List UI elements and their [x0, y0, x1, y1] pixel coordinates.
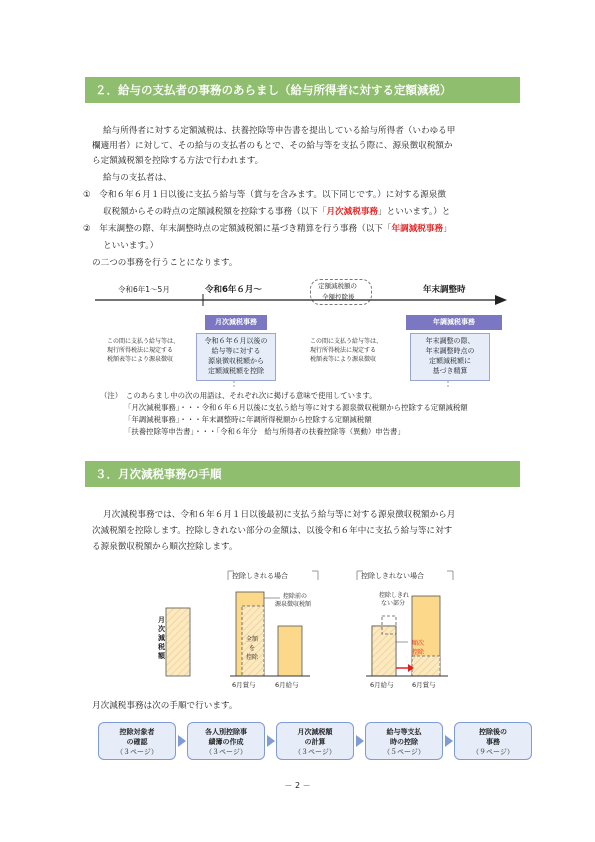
timeline-arrow	[95, 290, 515, 310]
step-4	[365, 722, 443, 760]
full-amount-line2: を	[249, 645, 256, 652]
salary-deducted-area	[372, 626, 396, 676]
confirm-label-line2: 全額控除後	[322, 293, 355, 301]
step-5-page: （９ページ）	[472, 748, 514, 756]
step-1-page: （３ページ）	[116, 748, 158, 756]
bonus-label-right: 6月賞与	[412, 681, 436, 689]
sequential-deduction-area	[412, 656, 440, 676]
section-2-para2: 給与の支払者は、	[103, 173, 172, 183]
monthly-desc-line4: 定額減税額を控除	[208, 367, 264, 375]
section-2-para-line1: 給与所得者に対する定額減税は、扶養控除等申告書を提出している給与所得者（いわゆる甲	[103, 126, 456, 136]
monthly-reduction-label: 月次減税額	[158, 616, 165, 660]
before-deduction-line1: 控除前の	[283, 593, 308, 600]
salary-label-left: 6月給与	[275, 681, 299, 689]
deduction-diagram	[150, 568, 480, 690]
note-line1: （注） このあらまし中の次の用語は、それぞれ次に掲げる意味で使用しています。	[100, 391, 377, 400]
yearend-desc-line2: 年末調整時点の	[425, 347, 475, 355]
monthly-tax-work-term: 月次減税事務	[326, 207, 379, 217]
mid-note-line1: この間に支払う給与等は、	[310, 338, 383, 345]
step-3-title-line2: の計算	[304, 738, 326, 746]
yearend-desc-line4: 基づき精算	[432, 367, 468, 375]
salary-label-right: 6月給与	[370, 681, 394, 689]
step-2-title-line2: 績簿の作成	[208, 738, 244, 746]
step-4-page: （５ページ）	[383, 748, 425, 756]
monthly-desc-line3: 源泉徴収税額から	[208, 357, 264, 365]
step-3-title-line1: 月次減税額	[297, 728, 333, 736]
case-left-label: 控除しきれる場合	[232, 572, 288, 580]
june-salary-bar-left	[278, 626, 302, 676]
yearend-desc-line3: 定額減税額に	[429, 357, 471, 365]
bonus-label-left: 6月賞与	[232, 681, 256, 689]
step-1	[98, 722, 176, 760]
timeline-dashes	[232, 381, 452, 389]
step-arrow-1	[178, 735, 186, 747]
item-2-line1: ② 年末調整の際、年末調整時点の定額減税額に基づき精算を行う事務（以下「年調減税事務」	[83, 224, 452, 234]
section-2-para-line2: 欄適用者）に対して、その給与の支払者のもとで、その給与等を支払う際に、源泉徴収税額か	[92, 141, 453, 151]
item-1-line1: ① 令和６年６月１日以後に支払う給与等（賞与を含みます。以下同じです。）に対する源泉徴	[83, 190, 446, 200]
step-4-title-line1: 給与等支払	[386, 728, 422, 736]
sequential-line2: 控除	[412, 649, 425, 656]
mid-note-line3: 税額表等により源泉徴収	[310, 356, 377, 363]
step-5	[454, 722, 532, 760]
section-3-para-line1: 月次減税事務では、令和６年６月１日以後最初に支払う給与等に対する源泉徴収税額から月	[103, 510, 456, 520]
section-2-title: ２．給与の支払者の事務のあらまし（給与所得者に対する定額減税）	[85, 77, 520, 103]
monthly-desc-box	[196, 333, 276, 381]
sequential-line1: 順次	[412, 640, 425, 647]
step-5-title-line1: 控除後の	[479, 728, 507, 736]
step-1-title-line2: の確認	[126, 738, 148, 746]
note-line2: 「月次減税事務」・・・令和６年６月以後に支払う給与等に対する源泉徴収税額から控除する定額減税額	[124, 403, 468, 412]
monthly-reduction-bar	[166, 608, 190, 676]
yearend-desc-line1: 年末調整の際、	[425, 337, 475, 345]
item-1-line2: 収税額からその時点の定額減税額を控除する事務（以下「月次減税事務」といいます。）と	[103, 207, 451, 217]
monthly-desc-line2: 給与等に対する	[211, 347, 261, 355]
left-note-line3: 税額表等により源泉徴収	[107, 356, 174, 363]
note-line4: 「扶養控除等申告書」・・・「令和６年分 給与所得者の扶養控除等（異動）申告書」	[124, 427, 405, 436]
step-5-title-line2: 事務	[486, 738, 500, 746]
full-amount-line3: 控除	[246, 654, 259, 661]
yearend-desc-box	[410, 333, 490, 381]
phase-monthly: 月次減税事務	[205, 315, 267, 330]
mid-note-line2: 現行所得税法に規定する	[310, 347, 377, 354]
section-3-para-line2: 次減税額を控除します。控除しきれない部分の金額は、以後令和６年中に支払う給与等に対す	[92, 526, 453, 536]
section-3-para-line3: る源泉徴収税額から順次控除します。	[92, 542, 238, 552]
step-1-title-line1: 控除対象者	[119, 728, 155, 736]
step-3-page: （３ページ）	[294, 748, 336, 756]
timeline-label-jan-may: 令和6年1～5月	[118, 285, 170, 294]
step-arrow-2	[267, 735, 275, 747]
not-deducted-line1: 控除しきれ	[379, 592, 410, 599]
monthly-desc-line1: 令和６年６月以後の	[204, 337, 268, 345]
timeline-label-year-end: 年末調整時	[423, 285, 466, 295]
not-deducted-line2: ない部分	[381, 600, 406, 607]
full-amount-line1: 全額	[246, 636, 259, 643]
step-2-title-line1: 各人別控除事	[205, 728, 247, 736]
phase-yearend: 年調減税事務	[406, 315, 502, 330]
timeline-label-june: 令和6年６月～	[205, 285, 262, 295]
case-right-label: 控除しきれない場合	[361, 572, 424, 580]
steps-intro: 月次減税事務は次の手順で行います。	[92, 701, 238, 711]
section-2-para-line3: ら定額減税額を控除する方法で行われます。	[92, 156, 264, 166]
step-3	[276, 722, 354, 760]
section-2-para3: の二つの事務を行うことになります。	[92, 258, 238, 268]
step-2-page: （３ページ）	[205, 748, 247, 756]
left-note-line2: 現行所得税法に規定する	[107, 347, 174, 354]
step-2	[187, 722, 265, 760]
section-3-title: ３．月次減税事務の手順	[85, 461, 520, 487]
page-number: － 2 －	[284, 781, 311, 790]
step-arrow-3	[356, 735, 364, 747]
step-4-title-line2: 時の控除	[390, 738, 418, 746]
note-line3: 「年調減税事務」・・・年末調整時に年調所得税額から控除する定額減税額	[124, 415, 372, 424]
item-2-line2: といいます。）	[103, 241, 159, 251]
step-arrow-4	[445, 735, 453, 747]
left-note-line1: この間に支払う給与等は、	[107, 338, 180, 345]
before-deduction-line2: 源泉徴収税額	[275, 601, 312, 608]
confirm-label-line1: 定額減税額の	[318, 282, 357, 290]
yearend-tax-work-term: 年調減税事務	[391, 224, 444, 234]
